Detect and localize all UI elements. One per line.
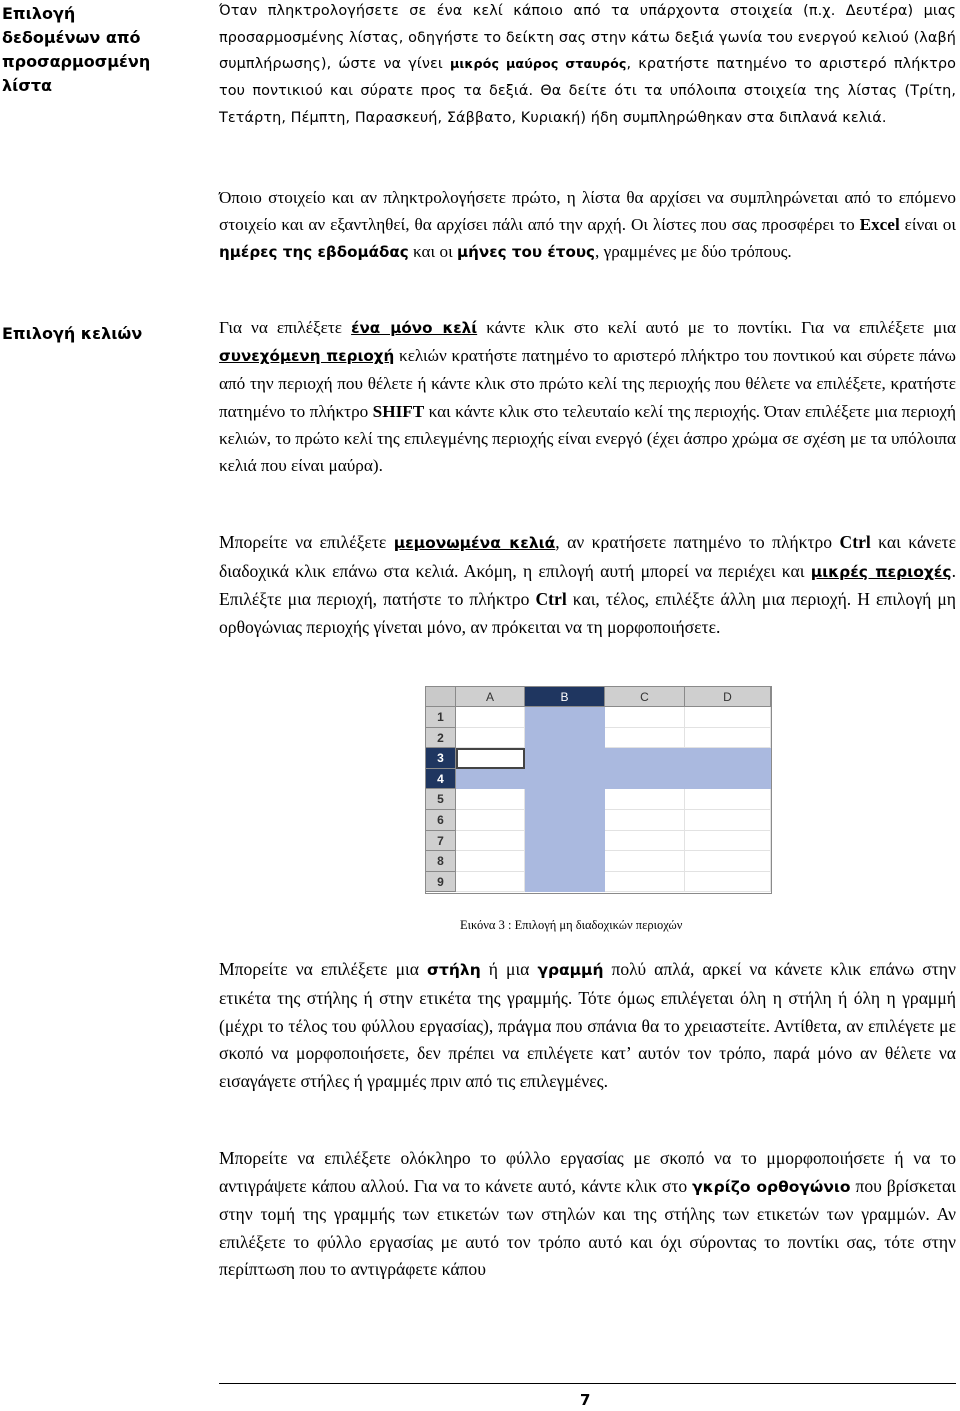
emphasis-text: συνεχόμενη περιοχή <box>219 347 395 366</box>
spreadsheet-figure <box>425 686 772 894</box>
text: και, τέλος, επιλέξτε άλλη μια περιοχή. Η επιλογή μη ορθογώνιας περιοχής γίνεται μόνο, αν πρόκειται να τη μορφοποιήσετε. <box>219 589 956 637</box>
cell-b5 <box>525 789 605 810</box>
row-header-2: 2 <box>426 728 456 749</box>
emphasis-text: γραμμή <box>537 961 604 979</box>
column-header-b: B <box>525 687 605 707</box>
row-header-9: 9 <box>426 872 456 893</box>
cell-a2 <box>456 728 525 749</box>
emphasis-text: ημέρες της εβδομάδας <box>219 243 409 261</box>
text: , κρατήστε πατημένο το αριστερό πλήκτρο του ποντικιού και σύρατε προς τα δεξιά. Θα δείτε ότι τα υπόλοιπα στοιχεία της λίστας (Τρίτη, Τετάρτη, Πέμπτη, Παρασκευή, Σάββατο, Κυριακή) ήδη συμπληρώθηκαν στα διπλανά κελιά. <box>219 56 956 126</box>
cell-c1 <box>605 707 685 728</box>
cell-b1 <box>525 707 605 728</box>
text: και κάντε κλικ στο τελευταίο κελί της περιοχής. Όταν επιλέξετε μια περιοχή κελιών, το πρώτο κελί της επιλεγμένης περιοχής είναι ενεργό (έχει άσπρο χρώμα σε σχέση με τα υπόλοιπα κελιά που είναι μαύρα). <box>219 401 956 476</box>
cell-d5 <box>685 789 771 810</box>
text: Μπορείτε να επιλέξετε μια <box>219 959 427 979</box>
cell-b7 <box>525 831 605 852</box>
cell-c5 <box>605 789 685 810</box>
cell-c3 <box>605 748 685 769</box>
emphasis-text: ένα μόνο κελί <box>351 319 478 337</box>
sidebar-heading-custom-list: Επιλογή δεδομένων από προσαρμοσμένη λίστα <box>2 4 151 95</box>
cell-a4 <box>456 769 525 790</box>
paragraph-whole-sheet <box>219 1145 956 1284</box>
text: Μπορείτε να επιλέξετε <box>219 532 394 552</box>
cell-a8 <box>456 851 525 872</box>
cell-d9 <box>685 872 771 893</box>
text: και οι <box>408 242 457 261</box>
row-header-5: 5 <box>426 789 456 810</box>
cell-d6 <box>685 810 771 831</box>
select-all-corner <box>426 687 456 707</box>
cell-d3 <box>685 748 771 769</box>
text: κάντε κλικ στο κελί αυτό με το ποντίκι. Για να επιλέξετε μια <box>477 318 957 337</box>
cell-b8 <box>525 851 605 872</box>
cell-c4 <box>605 769 685 790</box>
emphasis-text: μήνες του έτους <box>457 243 596 261</box>
cell-b9 <box>525 872 605 893</box>
row-header-6: 6 <box>426 810 456 831</box>
emphasis-text: γκρίζο ορθογώνιο <box>692 1177 851 1196</box>
footer-rule <box>219 1383 956 1384</box>
column-header-c: C <box>605 687 685 707</box>
cell-d8 <box>685 851 771 872</box>
row-header-7: 7 <box>426 831 456 852</box>
text: Όταν πληκτρολογήσετε σε ένα κελί κάποιο από τα υπάρχοντα στοιχεία (π.χ. Δευτέρα) μιας προσαρμοσμένης λίστας, οδηγήστε το δείκτη σας στην κάτω δεξιά γωνία του ενεργού κελιού (λαβή συμπλήρωσης), ώστε να γίνει <box>219 3 956 73</box>
text: και κάνετε διαδοχικά κλικ επάνω στα κελιά. Ακόμη, η επιλογή αυτή μπορεί να περιέχει και <box>219 532 956 581</box>
cell-a5 <box>456 789 525 810</box>
cell-c2 <box>605 728 685 749</box>
emphasis-text: SHIFT <box>372 401 425 421</box>
figure-caption: Εικόνα 3 : Επιλογή μη διαδοχικών περιοχών <box>460 918 683 932</box>
cell-b4 <box>525 769 605 790</box>
text: είναι οι <box>899 215 956 234</box>
cell-c9 <box>605 872 685 893</box>
cell-b3 <box>525 748 605 769</box>
column-header-d: D <box>685 687 771 707</box>
text: πολύ απλά, αρκεί να κάνετε κλικ επάνω στην ετικέτα της στήλης ή στην ετικέτα της γραμμής. Τότε όμως επιλέγεται όλη η στήλη ή όλη η γραμμή (μέχρι το τέλος του φύλλου εργασίας), πράγμα που σπάνια θα το χρειαστείτε. Αντίθετα, αν επιλέγετε με σκοπό να μορφοποιήσετε, δεν πρέπει να επιλέγετε κατ’ αυτόν τον τρόπο, παρά μόνο αν θέλετε να εισαγάγετε στήλες ή γραμμές πριν από τις επιλεγμένες. <box>219 959 956 1092</box>
row-header-8: 8 <box>426 851 456 872</box>
sidebar-heading-cell-selection: Επιλογή κελιών <box>2 324 143 343</box>
column-header-a: A <box>456 687 525 707</box>
cell-d1 <box>685 707 771 728</box>
text: , αν κρατήσετε πατημένο το πλήκτρο <box>555 532 840 552</box>
text: ή μια <box>480 959 538 979</box>
text: Μπορείτε να επιλέξετε ολόκληρο το φύλλο εργασίας με σκοπό να το μμορφοποιήσετε ή να το αντιγράψετε κάπου αλλού. Για να το κάνετε αυτό, κάντε κλικ στο <box>219 1148 956 1196</box>
emphasis-text: στήλη <box>427 961 481 979</box>
row-header-3: 3 <box>426 748 456 769</box>
emphasis-text: μικρές περιοχές <box>810 562 952 581</box>
row-header-4: 4 <box>426 769 456 790</box>
row-header-1: 1 <box>426 707 456 728</box>
paragraph-ctrl-select <box>219 529 956 641</box>
cell-a3 <box>456 748 525 769</box>
cell-d7 <box>685 831 771 852</box>
cell-b2 <box>525 728 605 749</box>
cell-b6 <box>525 810 605 831</box>
text: κελιών κρατήστε πατημένο το αριστερό πλήκτρο του ποντικού και σύρετε πάνω από την περιοχή που θέλετε ή κάντε κλικ στο πρώτο κελί της περιοχής που θέλετε να επιλέξετε, κρατήστε πατημένο το πλήκτρο <box>219 346 956 421</box>
cell-a1 <box>456 707 525 728</box>
cell-a6 <box>456 810 525 831</box>
emphasis-text: μικρός μαύρος σταυρός <box>449 56 627 72</box>
emphasis-text: Ctrl <box>839 532 871 552</box>
emphasis-text: Ctrl <box>535 589 567 610</box>
cell-c6 <box>605 810 685 831</box>
cell-a9 <box>456 872 525 893</box>
text: που βρίσκεται στην τομή της γραμμής των ετικετών των στηλών και της στήλης των ετικετών των γραμμών. Αν επιλέξετε το φύλλο εργασίας με αυτό τον τρόπο αυτό και όχι σύροντας το ποντίκι σας, τότε στην περίπτωση που το αντιγράφετε κάπου <box>219 1175 956 1280</box>
text: Όποιο στοιχείο και αν πληκτρολογήσετε πρώτο, η λίστα θα αρχίσει να συμπληρώνεται από το επόμενο στοιχείο και αν εξαντληθεί, θα αρχίσει πάλι από την αρχή. Οι λίστες που σας προσφέρει το <box>219 188 956 234</box>
paragraph-row-column <box>219 956 956 1096</box>
cell-c7 <box>605 831 685 852</box>
paragraph-select-cells <box>219 314 956 479</box>
paragraph-fill-handle <box>219 0 956 132</box>
paragraph-list-wrap <box>219 184 956 266</box>
text: , γραμμένες με δύο τρόπους. <box>595 242 792 261</box>
text: Για να επιλέξετε <box>219 318 352 337</box>
cell-a7 <box>456 831 525 852</box>
page-number: 7 <box>580 1391 591 1409</box>
cell-d2 <box>685 728 771 749</box>
cell-d4 <box>685 769 771 790</box>
emphasis-text: Excel <box>859 215 900 234</box>
emphasis-text: μεμονωμένα κελιά <box>393 534 556 552</box>
text: . Επιλέξτε μια περιοχή, πατήστε το πλήκτρο <box>219 560 956 610</box>
cell-c8 <box>605 851 685 872</box>
